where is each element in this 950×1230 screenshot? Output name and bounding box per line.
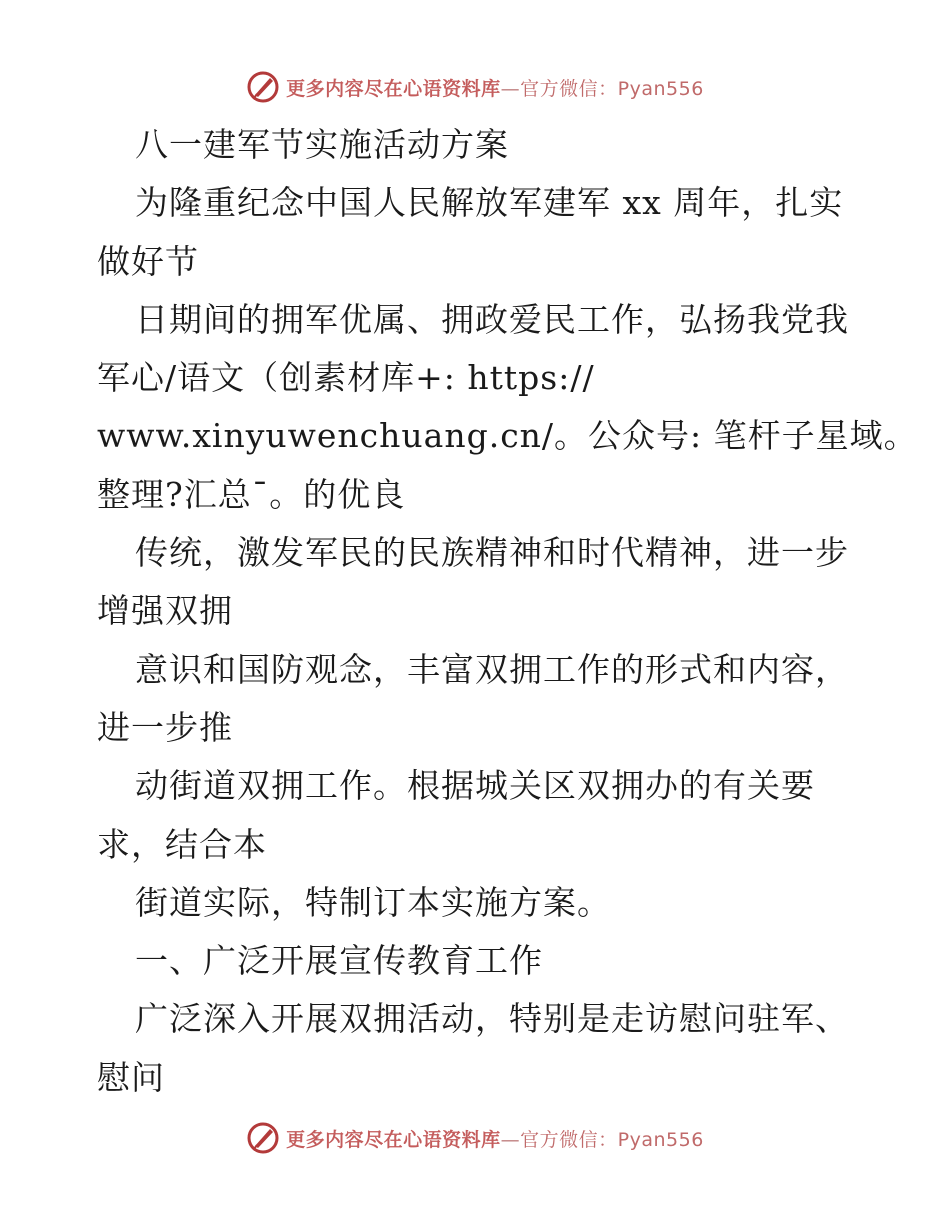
doc-line: 军心/语文（创素材库+: https:// [97, 358, 595, 398]
document-body [97, 116, 918, 1107]
quill-logo-icon [246, 1121, 280, 1155]
doc-line: 进一步推 [97, 707, 233, 747]
quill-logo-icon [246, 70, 280, 104]
header-banner-main: 更多内容尽在心语资料库 [286, 77, 501, 100]
doc-line: 传统，激发军民的民族精神和时代精神，进一步 [135, 533, 849, 573]
doc-line: 慰问 [97, 1057, 165, 1097]
doc-line: 整理?汇总¯。的优良 [97, 474, 406, 514]
doc-line: www.xinyuwenchuang.cn/。公众号: 笔杆子星域。 [97, 416, 918, 456]
doc-line: 求，结合本 [97, 824, 267, 864]
doc-title: 八一建军节实施活动方案 [135, 125, 509, 164]
section-heading: 一、广泛开展宣传教育工作 [135, 941, 543, 981]
footer-banner [0, 1121, 950, 1155]
doc-line: 意识和国防观念，丰富双拥工作的形式和内容， [135, 649, 849, 689]
doc-line: 街道实际，特制订本实施方案。 [135, 882, 611, 922]
doc-line: 为隆重纪念中国人民解放军建军 xx 周年，扎实 [135, 183, 844, 223]
header-banner [0, 70, 950, 104]
footer-banner-dash: — [500, 1128, 521, 1151]
doc-line: 日期间的拥军优属、拥政爱民工作，弘扬我党我 [135, 299, 849, 339]
doc-line: 增强双拥 [97, 591, 233, 631]
header-banner-dash: — [500, 77, 521, 100]
doc-line: 广泛深入开展双拥活动，特别是走访慰问驻军、 [135, 999, 849, 1039]
header-banner-wechat: 官方微信：Pyan556 [520, 77, 704, 100]
footer-banner-text [286, 1125, 704, 1152]
footer-banner-main: 更多内容尽在心语资料库 [286, 1128, 501, 1151]
header-banner-text [286, 74, 704, 101]
doc-line: 动街道双拥工作。根据城关区双拥办的有关要 [135, 766, 815, 806]
footer-banner-wechat: 官方微信：Pyan556 [520, 1128, 704, 1151]
doc-line: 做好节 [97, 241, 199, 281]
